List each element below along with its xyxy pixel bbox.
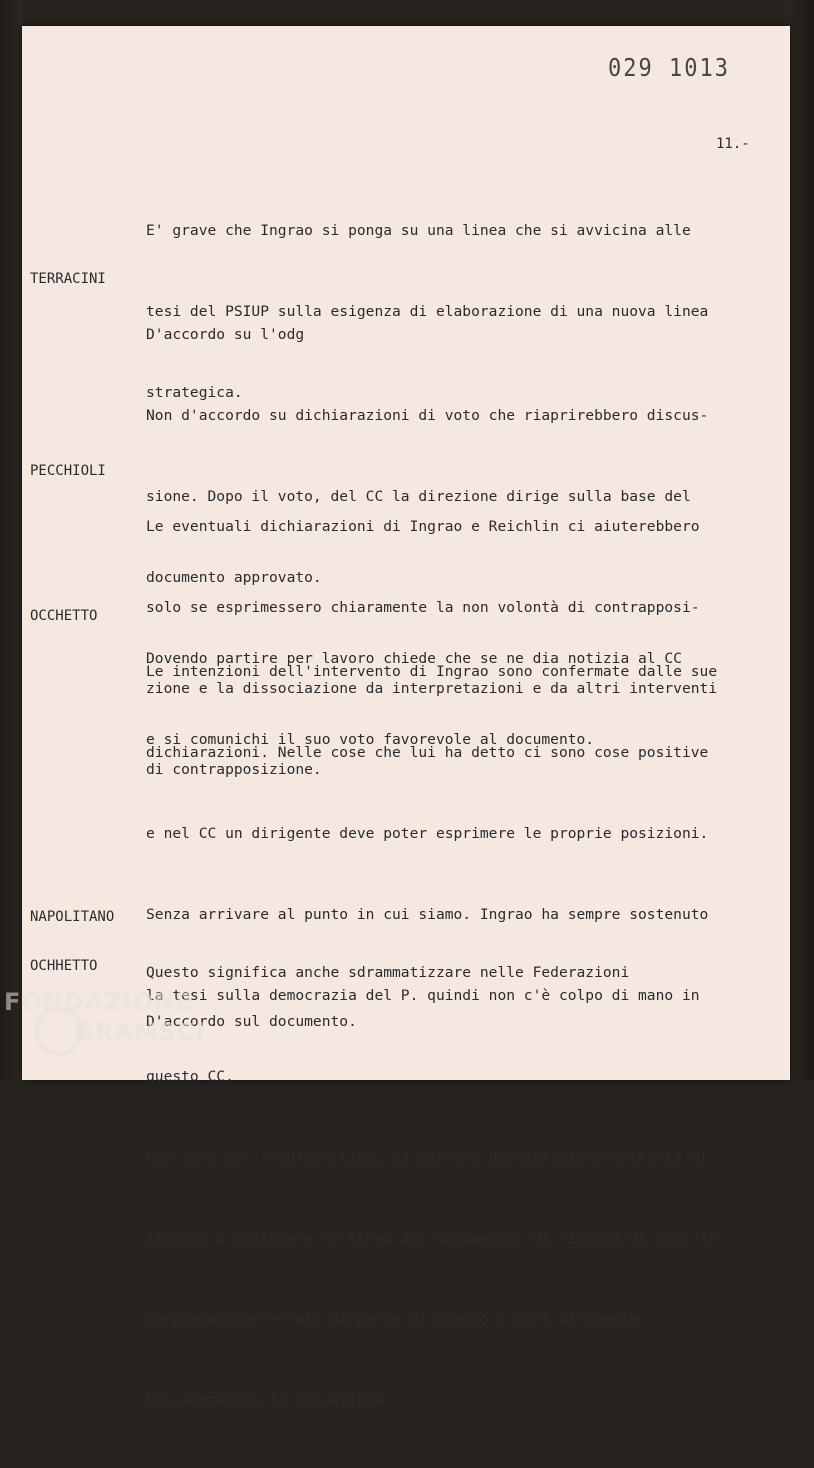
page-number: 11.- — [716, 136, 750, 152]
scan-left-edge — [0, 0, 22, 1080]
text-line: zione e la dissociazione da interpretazioni e da altri interventi — [146, 680, 718, 697]
watermark-line-1: FONDAZIONE — [4, 988, 193, 1016]
speaker-name: PECCHIOLI — [30, 463, 106, 479]
text-line: impegno a sostenere la linea del documento, di ripulsa di ogni in — [146, 1230, 718, 1247]
text-line: la tesi sulla democrazia del P. quindi non c'è colpo di mano in — [146, 987, 700, 1004]
text-line: Non sono per l'autocritica, ma per una dichiarazione unitaria di — [146, 1149, 709, 1166]
text-line: Questo significa anche sdrammatizzare nelle Federazioni — [146, 964, 630, 981]
text-line: Non aggravare la situazione. — [146, 1392, 393, 1409]
text-line: strategica. — [146, 384, 243, 401]
text-line: E' grave che Ingrao si ponga su una linea che si avvicina alle — [146, 222, 691, 239]
text-line: D'accordo su l'odg — [146, 326, 305, 343]
text-line: terpretazione errata da parte di questo o quel dirigente. — [146, 1311, 647, 1328]
watermark-line-2: GRAMSCI — [74, 1018, 206, 1046]
text-line: Le eventuali dichiarazioni di Ingrao e Reichlin ci aiuterebbero — [146, 518, 700, 535]
speaker-name: NAPOLITANO — [30, 909, 115, 925]
text-line: D'accordo sul documento. — [146, 1013, 357, 1030]
text-line: sione. Dopo il voto, del CC la direzione dirige sulla base del — [146, 488, 691, 505]
scan-right-edge — [788, 0, 814, 1080]
text-line: dichiarazioni. Nelle cose che lui ha detto ci sono cose positive — [146, 744, 709, 761]
text-line: e si comunichi il suo voto favorevole al documento. — [146, 731, 595, 748]
text-line: questo CC. — [146, 1068, 234, 1085]
text-line: tesi del PSIUP sulla esigenza di elaborazione di una nuova linea — [146, 303, 709, 320]
text-line: Dovendo partire per lavoro chiede che se ne dia notizia al CC — [146, 650, 682, 667]
document-page — [22, 26, 790, 1409]
text-line: documento approvato. — [146, 569, 322, 586]
speaker-name: OCHHETTO — [30, 958, 98, 974]
text-line: Senza arrivare al punto in cui siamo. Ingrao ha sempre sostenuto — [146, 906, 709, 923]
archive-stamp: 029 1013 — [608, 54, 730, 83]
speaker-name: TERRACINI — [30, 271, 106, 287]
text-line: di contrapposizione. — [146, 761, 322, 778]
text-line: solo se esprimessero chiaramente la non volontà di contrapposi- — [146, 599, 700, 616]
text-line: Non d'accordo su dichiarazioni di voto che riaprirebbero discus- — [146, 407, 709, 424]
text-line: e nel CC un dirigente deve poter esprimere le proprie posizioni. — [146, 825, 709, 842]
speaker-name: OCCHETTO — [30, 608, 98, 624]
text-line: Le intenzioni dell'intervento di Ingrao sono confermate dalle sue — [146, 663, 718, 680]
